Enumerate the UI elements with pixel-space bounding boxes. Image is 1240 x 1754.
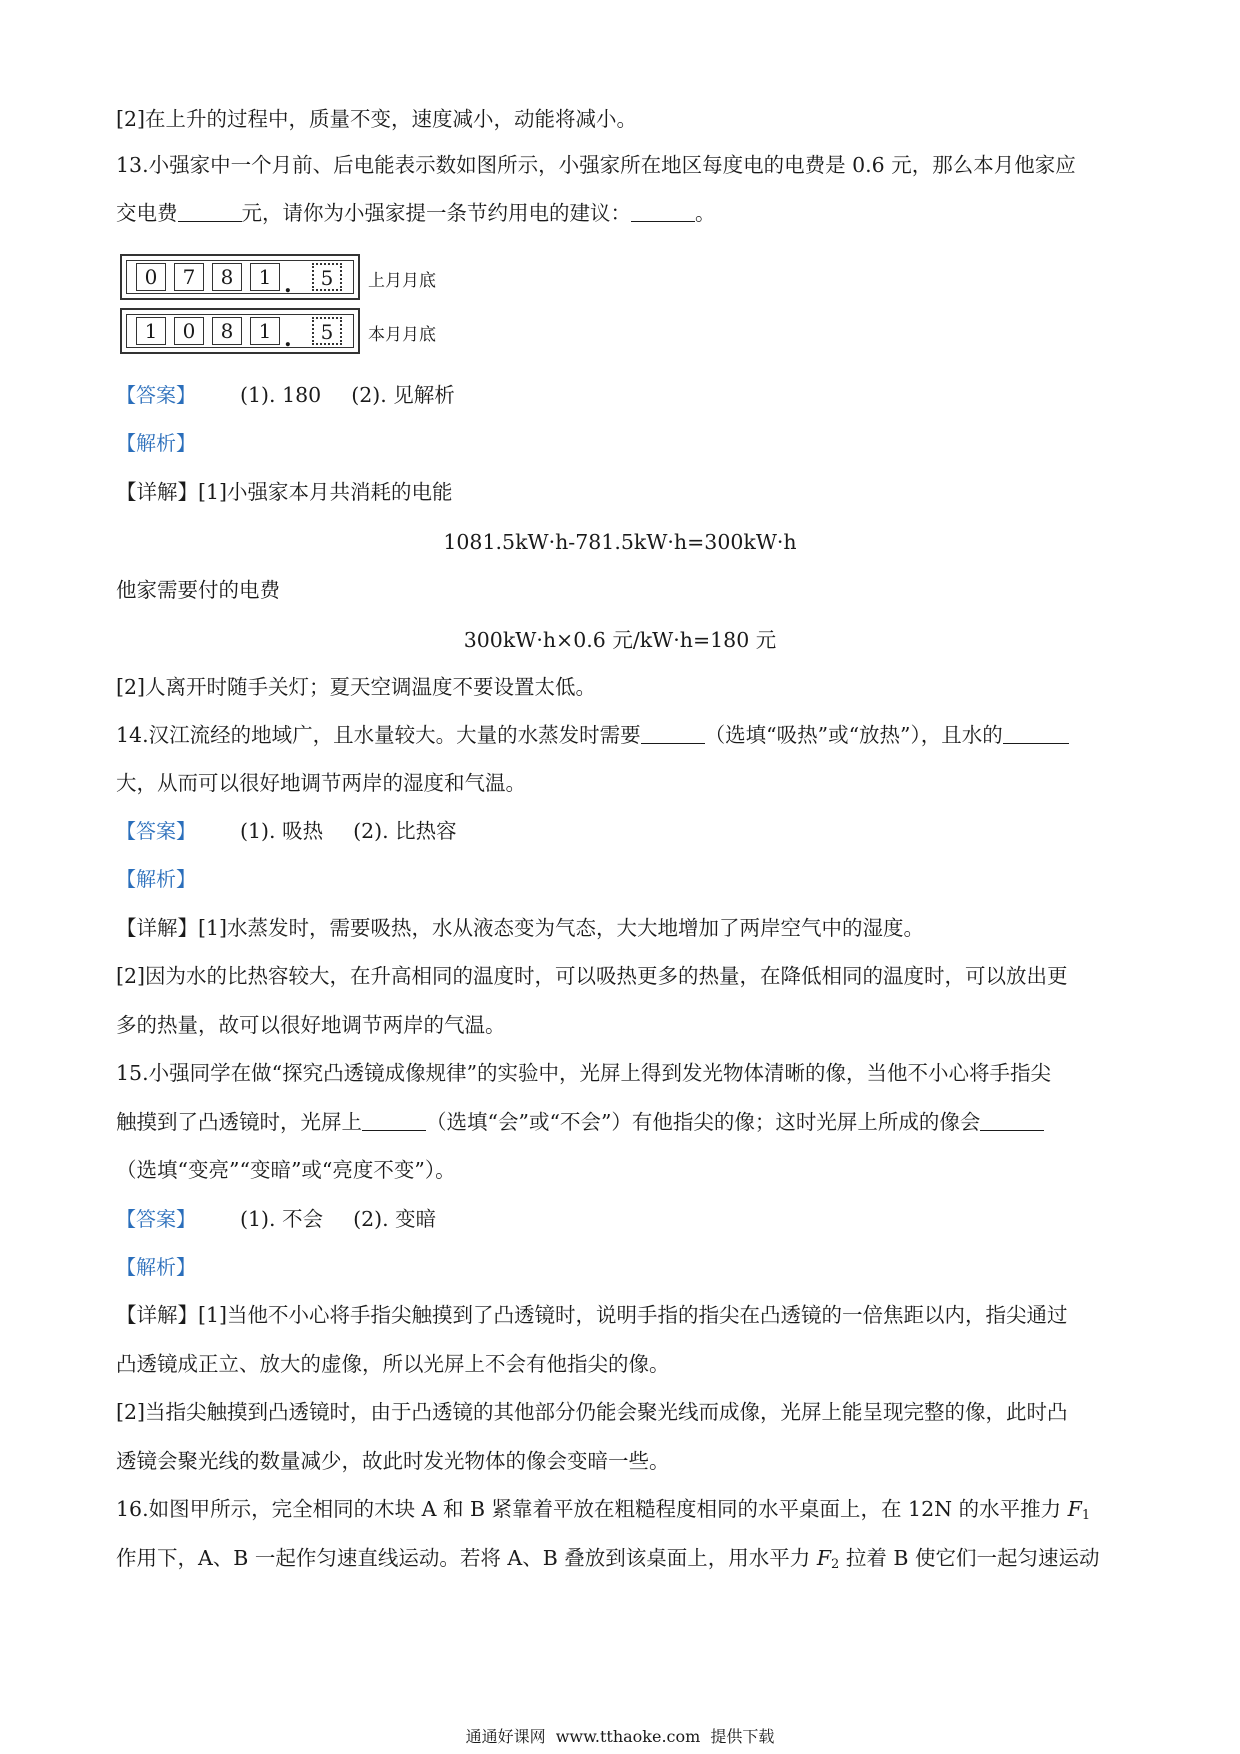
text-line: 多的热量，故可以很好地调节两岸的气温。	[116, 1013, 506, 1037]
meter-digit: 1	[136, 317, 166, 345]
text-line: [2]因为水的比热容较大，在升高相同的温度时，可以吸热更多的热量，在降低相同的温度时，可以放出更	[116, 964, 1068, 988]
meter-decimal-digit: 5	[312, 263, 342, 291]
text-line: [2]人离开时随手关灯；夏天空调温度不要设置太低。	[116, 675, 597, 699]
meter-decimal-point: .	[284, 326, 292, 352]
question-15-text: 15.小强同学在做“探究凸透镜成像规律”的实验中，光屏上得到发光物体清晰的像，当他不小心将手指尖	[116, 1061, 1052, 1085]
question-13-text-2: 交电费 元，请你为小强家提一条节约用电的建议： 。	[116, 201, 716, 225]
analysis-tag-line	[116, 1252, 196, 1282]
analysis-tag: 【解析】	[116, 1255, 196, 1279]
equation: 1081.5kW·h-781.5kW·h=300kW·h	[443, 530, 797, 554]
detail-tag: 【详解】	[116, 1303, 198, 1327]
text-line: [2]在上升的过程中，质量不变，速度减小，动能将减小。	[116, 107, 638, 131]
analysis-tag-line	[116, 864, 196, 894]
question-16-text: 16.如图甲所示，完全相同的木块 A 和 B 紧靠着平放在粗糙程度相同的水平桌面上，在 12N 的水平推力 $F_1$	[116, 1497, 1091, 1523]
meter-digit: 1	[250, 263, 280, 291]
meter-digit: 8	[212, 263, 242, 291]
answer-tag: 【答案】	[116, 383, 196, 407]
meter-label: 上月月底	[368, 271, 436, 291]
meter-decimal-digit: 5	[312, 317, 342, 345]
detail-line: 【详解】[1]当他不小心将手指尖触摸到了凸透镜时，说明手指的指尖在凸透镜的一倍焦距以内，指尖通过	[116, 1303, 1068, 1327]
question-16-text-2: 作用下，A、B 一起作匀速直线运动。若将 A、B 叠放到该桌面上，用水平力 $F_2$ 拉着 B 使它们一起匀速运动	[116, 1546, 1100, 1572]
footer-site-link[interactable]: www.tthaoke.com	[555, 1727, 701, 1746]
answer-blank	[362, 1108, 426, 1131]
meter-this-month	[120, 308, 360, 354]
answer-tag: 【答案】	[116, 1207, 196, 1231]
analysis-tag: 【解析】	[116, 867, 196, 891]
question-15-text-2: 触摸到了凸透镜时，光屏上 （选填“会”或“不会”）有他指尖的像；这时光屏上所成的像会	[116, 1107, 1044, 1137]
detail-line: 【详解】[1]水蒸发时，需要吸热，水从液态变为气态，大大地增加了两岸空气中的湿度。	[116, 916, 925, 940]
analysis-tag: 【解析】	[116, 431, 196, 455]
meter-digit: 0	[174, 317, 204, 345]
answer-blank	[631, 199, 695, 222]
text-line: [2]当指尖触摸到凸透镜时，由于凸透镜的其他部分仍能会聚光线而成像，光屏上能呈现完整的像，此时凸	[116, 1400, 1068, 1424]
answer-blank	[178, 199, 242, 222]
meter-digit: 7	[174, 263, 204, 291]
meter-label: 本月月底	[368, 325, 436, 345]
meter-last-month	[120, 254, 360, 300]
meter-digit: 8	[212, 317, 242, 345]
answer-line-13: 【答案】 (1). 180 (2). 见解析	[116, 383, 455, 407]
question-13-text: 13.小强家中一个月前、后电能表示数如图所示，小强家所在地区每度电的电费是 0.6 元，那么本月他家应	[116, 153, 1076, 177]
detail-line: 【详解】[1]小强家本月共消耗的电能	[116, 480, 453, 504]
text-line: 凸透镜成正立、放大的虚像，所以光屏上不会有他指尖的像。	[116, 1352, 670, 1376]
answer-blank	[1003, 721, 1069, 744]
question-15-text-3: （选填“变亮”“变暗”或“亮度不变”）。	[116, 1158, 456, 1182]
answer-tag: 【答案】	[116, 819, 196, 843]
question-14-text-2: 大，从而可以很好地调节两岸的湿度和气温。	[116, 771, 526, 795]
detail-tag: 【详解】	[116, 480, 198, 504]
equation: 300kW·h×0.6 元/kW·h=180 元	[463, 628, 777, 652]
answer-blank	[980, 1108, 1044, 1131]
analysis-tag-line	[116, 428, 196, 458]
text-line: 他家需要付的电费	[116, 578, 280, 602]
meter-digit: 1	[250, 317, 280, 345]
answer-line-14: 【答案】 (1). 吸热 (2). 比热容	[116, 819, 457, 843]
meter-digit: 0	[136, 263, 166, 291]
meter-decimal-point: .	[284, 272, 292, 298]
answer-line-15: 【答案】 (1). 不会 (2). 变暗	[116, 1207, 437, 1231]
page-footer: 通通好课网 www.tthaoke.com 提供下载	[465, 1727, 775, 1746]
question-14-text: 14.汉江流经的地域广，且水量较大。大量的水蒸发时需要 （选填“吸热”或“放热”），且水的	[116, 720, 1069, 750]
text-line: 透镜会聚光线的数量减少，故此时发光物体的像会变暗一些。	[116, 1449, 670, 1473]
answer-blank	[641, 721, 705, 744]
detail-tag: 【详解】	[116, 916, 198, 940]
